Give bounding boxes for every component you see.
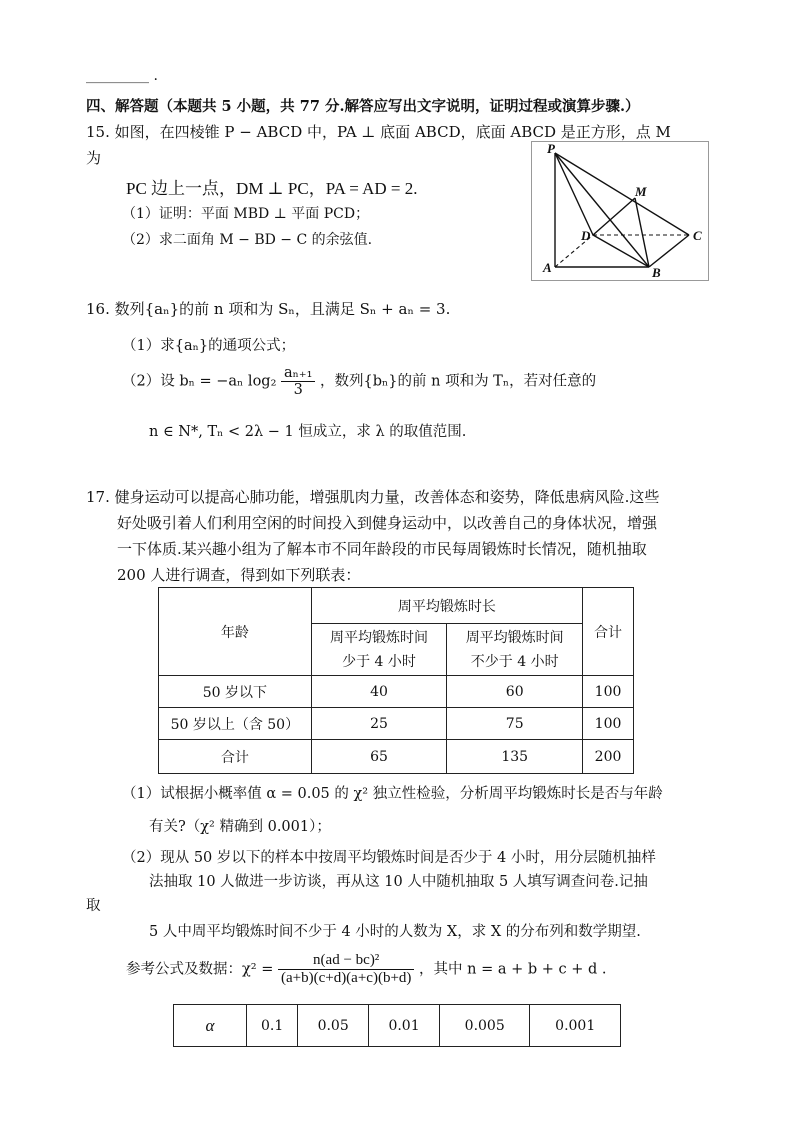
header-col1-a: 周平均锻炼时间 <box>330 629 428 646</box>
q15-line1: 15. 如图，在四棱锥 P − ABCD 中，PA ⊥ 底面 ABCD，底面 ABCD 是正方形，点 M <box>86 123 671 141</box>
alpha-cell: 0.05 <box>298 1005 369 1047</box>
table-row <box>159 740 634 774</box>
table-cell: 200 <box>583 740 634 774</box>
ref-prefix: 参考公式及数据：χ² = <box>126 961 274 978</box>
q17-part2d: 5 人中周平均锻炼时间不少于 4 小时的人数为 X，求 X 的分布列和数学期望. <box>149 924 641 940</box>
table-cell: 40 <box>311 676 447 708</box>
ref-frac-num: n(ad − bc)² <box>278 952 414 970</box>
top-blank: _________ . <box>86 68 158 84</box>
table-cell: 75 <box>447 708 583 740</box>
q16-line1: 16. 数列{aₙ}的前 n 项和为 Sₙ，且满足 Sₙ + aₙ = 3. <box>86 300 451 318</box>
header-col2-a: 周平均锻炼时间 <box>465 629 564 646</box>
section-header <box>86 95 640 116</box>
table-cell: 135 <box>447 740 583 774</box>
q16-fraction <box>281 365 315 398</box>
table-row <box>159 708 634 740</box>
section-note: （本题共 5 小题，共 77 分.解答应写出文字说明，证明过程或演算步骤.） <box>158 98 640 115</box>
q16-frac-num: aₙ₊₁ <box>281 365 315 382</box>
header-total: 合计 <box>583 588 634 676</box>
q15-line3: PC 边上一点，DM ⊥ PC，PA = AD = 2. <box>126 179 418 198</box>
q17-line2: 好处吸引着人们利用空闲的时间投入到健身运动中，以改善自己的身体状况，增强 <box>117 514 658 532</box>
alpha-cell: 0.1 <box>247 1005 298 1047</box>
label-M: M <box>635 184 647 199</box>
q17-line4: 200 人进行调查，得到如下列联表： <box>117 566 361 584</box>
label-P: P <box>547 141 555 156</box>
ref-suffix: ，其中 n = a + b + c + d . <box>419 961 607 978</box>
label-A: A <box>543 260 552 275</box>
table-cell: 65 <box>311 740 447 774</box>
table-cell: 25 <box>311 708 447 740</box>
table-cell: 50 岁以下 <box>159 676 312 708</box>
table-cell: 100 <box>583 676 634 708</box>
q15-part1: （1）证明：平面 MBD ⊥ 平面 PCD； <box>122 206 370 222</box>
q17-part2c: 取 <box>86 898 101 914</box>
q17-part1a: （1）试根据小概率值 α = 0.05 的 χ² 独立性检验，分析周平均锻炼时长是否与年龄 <box>122 786 663 802</box>
q16-part2 <box>122 365 596 398</box>
header-age: 年龄 <box>159 588 312 676</box>
q17-line3: 一下体质.某兴趣小组为了解本市不同年龄段的市民每周锻炼时长情况，随机抽取 <box>117 540 647 558</box>
section-title: 四、解答题 <box>86 98 159 115</box>
table-cell: 100 <box>583 708 634 740</box>
table-row <box>174 1005 621 1047</box>
q16-frac-den: 3 <box>293 382 303 398</box>
q16-part2-line2: n ∈ N*, Tₙ < 2λ − 1 恒成立，求 λ 的取值范围. <box>149 424 467 440</box>
alpha-cell: 0.005 <box>439 1005 530 1047</box>
label-D: D <box>581 228 591 243</box>
table-cell: 合计 <box>159 740 312 774</box>
contingency-table <box>158 587 634 774</box>
table-row <box>159 676 634 708</box>
q17-part2b: 法抽取 10 人做进一步访谈，再从这 10 人中随机抽取 5 人填写调查问卷.记抽 <box>149 874 648 890</box>
q16-part2-prefix: （2）设 bₙ = −aₙ log₂ <box>122 373 277 390</box>
header-col1-b: 少于 4 小时 <box>342 653 416 670</box>
q17-part1b: 有关?（χ² 精确到 0.001）； <box>149 819 331 835</box>
alpha-cell: 0.01 <box>369 1005 440 1047</box>
q15-line2: 为 <box>86 149 102 167</box>
alpha-table <box>173 1004 621 1047</box>
header-col1 <box>311 624 447 676</box>
q16-part2-suffix: ，数列{bₙ}的前 n 项和为 Tₙ，若对任意的 <box>320 373 597 390</box>
q17-part2a: （2）现从 50 岁以下的样本中按周平均锻炼时间是否少于 4 小时，用分层随机抽样 <box>122 850 656 866</box>
ref-frac-den: (a+b)(c+d)(a+c)(b+d) <box>280 970 412 986</box>
reference-formula <box>126 952 606 987</box>
alpha-cell: 0.001 <box>530 1005 621 1047</box>
q17-line1: 17. 健身运动可以提高心肺功能，增强肌肉力量，改善体态和姿势，降低患病风险.这些 <box>86 488 660 506</box>
q16-part1: （1）求{aₙ}的通项公式； <box>122 338 296 354</box>
table-cell: 50 岁以上（含 50） <box>159 708 312 740</box>
label-B: B <box>652 265 661 280</box>
q15-part2: （2）求二面角 M − BD − C 的余弦值. <box>122 232 373 248</box>
header-col2-b: 不少于 4 小时 <box>470 653 559 670</box>
header-col2 <box>447 624 583 676</box>
pyramid-figure <box>531 141 709 281</box>
label-C: C <box>693 228 702 243</box>
table-cell: 60 <box>447 676 583 708</box>
header-group: 周平均锻炼时长 <box>311 588 582 624</box>
ref-fraction <box>278 952 414 987</box>
alpha-cell: α <box>174 1005 247 1047</box>
